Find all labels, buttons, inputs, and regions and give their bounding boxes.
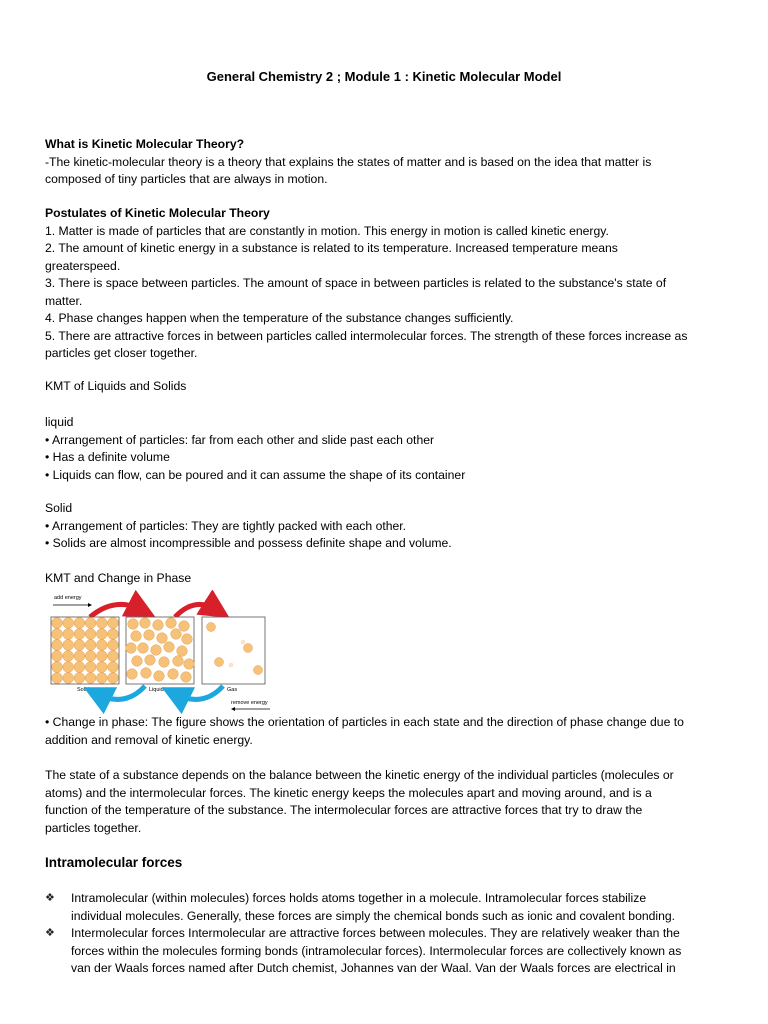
particle — [184, 659, 195, 670]
diamond-bullet-icon: ❖ — [45, 892, 55, 904]
particle — [127, 669, 138, 680]
particle — [166, 618, 177, 629]
bullet-line: individual molecules. Generally, these forces are simply the chemical bonds such as ionic and covalent bonding. — [71, 908, 676, 923]
solid-box — [51, 617, 119, 684]
particle — [85, 662, 96, 673]
particle — [63, 629, 74, 640]
postulate-line: 3. There is space between particles. The amount of space in between particles is related to the substance's state of — [45, 276, 667, 290]
particle — [131, 631, 142, 642]
particle — [63, 662, 74, 673]
particle — [179, 621, 190, 632]
particle — [207, 623, 216, 632]
particle — [96, 651, 107, 662]
solid-box-label: Solid — [77, 687, 90, 693]
particle — [96, 662, 107, 673]
liquid-point: • Liquids can flow, can be poured and it can assume the shape of its container — [45, 467, 466, 482]
liquid-label: liquid — [45, 415, 74, 429]
postulate-line: matter. — [45, 293, 83, 308]
particle — [74, 618, 85, 629]
phase-change-figure — [45, 590, 285, 715]
particle — [74, 673, 85, 684]
particle — [241, 640, 245, 644]
particle — [168, 669, 179, 680]
particle — [171, 629, 182, 640]
liquid-section — [45, 414, 725, 484]
particle — [151, 645, 162, 656]
bullet-intramolecular — [45, 890, 725, 925]
particle — [85, 640, 96, 651]
particle — [108, 662, 119, 673]
particle — [74, 629, 85, 640]
postulate-line: 2. The amount of kinetic energy in a substance is related to its temperature. Increased temperature means — [45, 241, 618, 255]
particle — [52, 618, 63, 629]
particle — [108, 618, 119, 629]
particle — [96, 629, 107, 640]
particle — [177, 646, 188, 657]
solid-label: Solid — [45, 501, 73, 515]
state-paragraph — [45, 767, 725, 837]
particle — [154, 671, 165, 682]
postulate-line: particles get closer together. — [45, 346, 198, 360]
diamond-bullet-icon: ❖ — [45, 927, 55, 939]
caption-line: addition and removal of kinetic energy. — [45, 732, 253, 747]
particle — [74, 662, 85, 673]
particle — [85, 629, 96, 640]
particle — [63, 651, 74, 662]
kmt-definition-section — [45, 136, 725, 189]
evaporation-arrow — [175, 604, 217, 617]
remove-energy-label: remove energy — [231, 700, 268, 706]
particle — [52, 640, 63, 651]
particle — [126, 643, 137, 654]
particle — [52, 673, 63, 684]
particle — [108, 640, 119, 651]
particle — [229, 663, 233, 667]
liquid-point: • Arrangement of particles: far from each other and slide past each other — [45, 432, 435, 447]
bullet-line: forces within the molecules forming bonds (intramolecular forces). Intermolecular forces are collectively known as — [71, 943, 682, 958]
particle — [138, 643, 149, 654]
particle — [244, 644, 253, 653]
page-title: General Chemistry 2 ; Module 1 : Kinetic Molecular Model — [206, 69, 562, 84]
particle — [108, 651, 119, 662]
kmt-liquids-solids-heading: KMT of Liquids and Solids — [45, 379, 187, 393]
paragraph-line: The state of a substance depends on the balance between the kinetic energy of the individual particles (molecules or — [45, 768, 674, 782]
particle — [254, 666, 263, 675]
freezing-arrow — [97, 686, 145, 699]
bullet-line: van der Waals forces named after Dutch chemist, Johannes van der Waal. Van der Waals forces are electrical in — [71, 961, 676, 975]
particle — [215, 658, 224, 667]
particle — [108, 629, 119, 640]
particle — [96, 618, 107, 629]
solid-section — [45, 500, 725, 553]
kmt-def-line: -The kinetic-molecular theory is a theory that explains the states of matter and is based on the idea that matter is — [45, 154, 652, 169]
particle — [159, 657, 170, 668]
particle — [164, 642, 175, 653]
particle — [63, 618, 74, 629]
kmt-def-line: composed of tiny particles that are always in motion. — [45, 172, 328, 186]
change-phase-caption — [45, 714, 725, 749]
paragraph-line: particles together. — [45, 820, 142, 835]
particle — [63, 640, 74, 651]
particle — [144, 630, 155, 641]
melting-arrow — [90, 604, 142, 617]
particle — [74, 640, 85, 651]
particle — [85, 651, 96, 662]
intramolecular-heading: Intramolecular forces — [45, 855, 183, 870]
kmt-heading: What is Kinetic Molecular Theory? — [45, 137, 245, 151]
particle — [108, 673, 119, 684]
bullet-intermolecular — [45, 925, 725, 978]
particle — [182, 634, 193, 645]
particle — [128, 619, 139, 630]
solid-point: • Solids are almost incompressible and possess definite shape and volume. — [45, 536, 452, 550]
postulate-line: 1. Matter is made of particles that are constantly in motion. This energy in motion is called kinetic energy. — [45, 223, 609, 238]
paragraph-line: function of the temperature of the substance. The intermolecular forces are attractive forces that try to draw the — [45, 803, 643, 817]
particle — [52, 662, 63, 673]
particle — [157, 633, 168, 644]
gas-box-label: Gas — [227, 687, 238, 693]
postulates-section — [45, 205, 725, 363]
bullet-line: Intramolecular (within molecules) forces holds atoms together in a molecule. Intramolecular forces stabilize — [71, 891, 647, 905]
postulate-line: 5. There are attractive forces in between particles called intermolecular forces. The strength of these forces increase as — [45, 328, 688, 343]
liquid-particles — [126, 618, 195, 683]
postulates-heading: Postulates of Kinetic Molecular Theory — [45, 206, 270, 220]
paragraph-line: atoms) and the intermolecular forces. The kinetic energy keeps the molecules apart and moving around, and is a — [45, 785, 652, 800]
postulate-line: greaterspeed. — [45, 258, 121, 273]
condensation-arrow — [175, 686, 223, 699]
liquid-point: • Has a definite volume — [45, 450, 170, 464]
particle — [132, 656, 143, 667]
postulate-line: 4. Phase changes happen when the temperature of the substance changes sufficiently. — [45, 311, 514, 325]
particle — [141, 668, 152, 679]
caption-line: • Change in phase: The figure shows the orientation of particles in each state and the direction of phase change due to — [45, 715, 684, 729]
particle — [173, 656, 184, 667]
particle — [52, 629, 63, 640]
phase-change-heading: KMT and Change in Phase — [45, 571, 192, 585]
liquid-box-label: Liquid — [149, 687, 164, 693]
particle — [52, 651, 63, 662]
add-energy-label: add energy — [54, 595, 82, 601]
particle — [140, 618, 151, 629]
particle — [74, 651, 85, 662]
particle — [96, 640, 107, 651]
particle — [181, 672, 192, 683]
particle — [153, 620, 164, 631]
particle — [96, 673, 107, 684]
particle — [63, 673, 74, 684]
bullet-line: Intermolecular forces Intermolecular are attractive forces between molecules. They are relatively weaker than the — [71, 926, 680, 940]
particle — [145, 655, 156, 666]
solid-point: • Arrangement of particles: They are tightly packed with each other. — [45, 518, 407, 533]
particle — [85, 618, 96, 629]
particle — [85, 673, 96, 684]
